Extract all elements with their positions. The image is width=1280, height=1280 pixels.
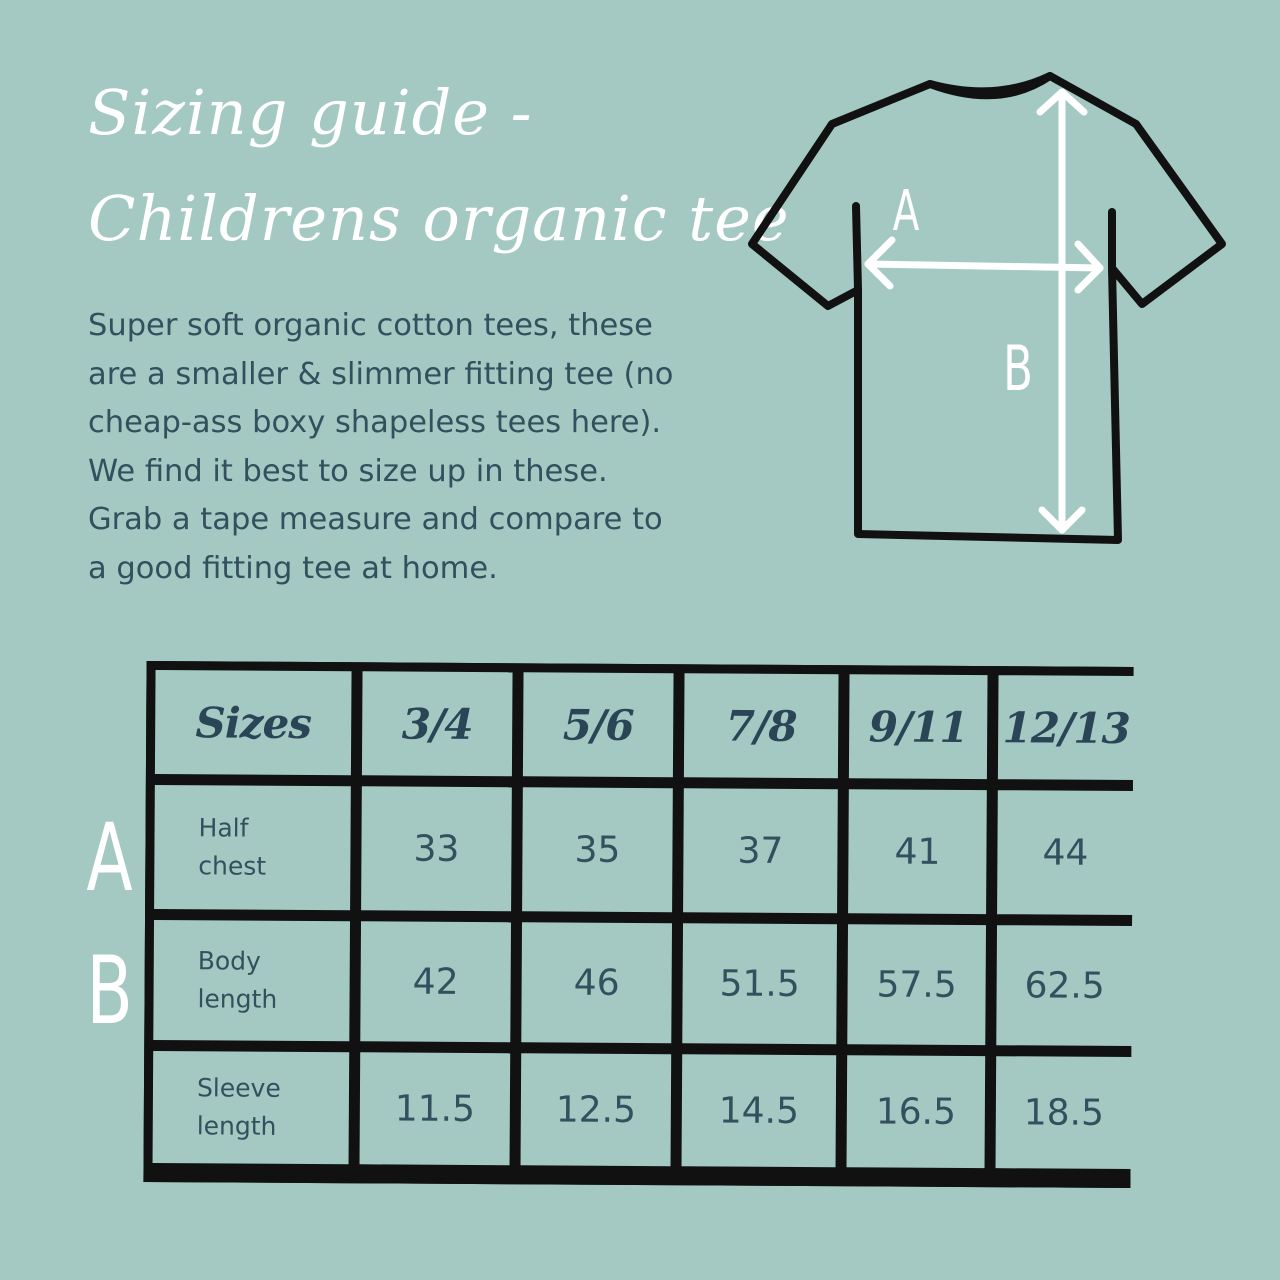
description-line: a good fitting tee at home. [88, 550, 498, 586]
diagram-label-b: B [1003, 332, 1033, 406]
table-cell: 44 [997, 790, 1134, 915]
description-line: We find it best to size up in these. [88, 453, 608, 489]
tshirt-left-sleeve-seam [856, 206, 858, 290]
table-cell: 46 [521, 922, 672, 1043]
row-label-half-chest: Half chest [154, 785, 351, 910]
row-label-sleeve-length: Sleeve length [153, 1051, 350, 1164]
table-header-cell: 7/8 [684, 673, 839, 778]
row-marker-b: B [86, 937, 133, 1046]
table-cell: 12.5 [521, 1053, 672, 1166]
description-line: cheap-ass boxy shapeless tees here). [88, 405, 662, 441]
table-cell: 18.5 [996, 1056, 1133, 1169]
diagram-label-a: A [892, 179, 920, 244]
table-header-cell: 9/11 [849, 674, 988, 779]
table-header-cell: 3/4 [362, 671, 513, 776]
table-cell: 16.5 [847, 1055, 986, 1168]
title-line-2: Childrens organic tee [88, 182, 790, 255]
table-header-cell: 12/13 [998, 675, 1135, 780]
size-chart-table [143, 661, 1133, 1188]
table-header-cell: 5/6 [523, 672, 674, 777]
row-label-body-length: Body length [153, 920, 350, 1041]
table-cell: 33 [361, 786, 512, 911]
row-marker-a: A [86, 804, 133, 913]
table-cell: 14.5 [682, 1054, 837, 1167]
table-cell: 41 [848, 789, 987, 914]
description-line: are a smaller & slimmer fitting tee (no [88, 356, 674, 392]
table-header-cell: Sizes [155, 670, 352, 775]
table-cell: 11.5 [360, 1052, 511, 1165]
tshirt-measurement-diagram [0, 0, 1280, 600]
description-line: Grab a tape measure and compare to [88, 502, 663, 538]
table-cell: 57.5 [847, 924, 986, 1045]
table-cell: 51.5 [682, 923, 837, 1044]
table-cell: 35 [522, 787, 673, 912]
table-cell: 37 [683, 788, 838, 913]
table-cell: 42 [360, 921, 511, 1042]
table-cell: 62.5 [996, 925, 1133, 1046]
title-line-1: Sizing guide - [88, 76, 533, 149]
description-line: Super soft organic cotton tees, these [88, 308, 653, 343]
tshirt-outline [752, 76, 1222, 540]
